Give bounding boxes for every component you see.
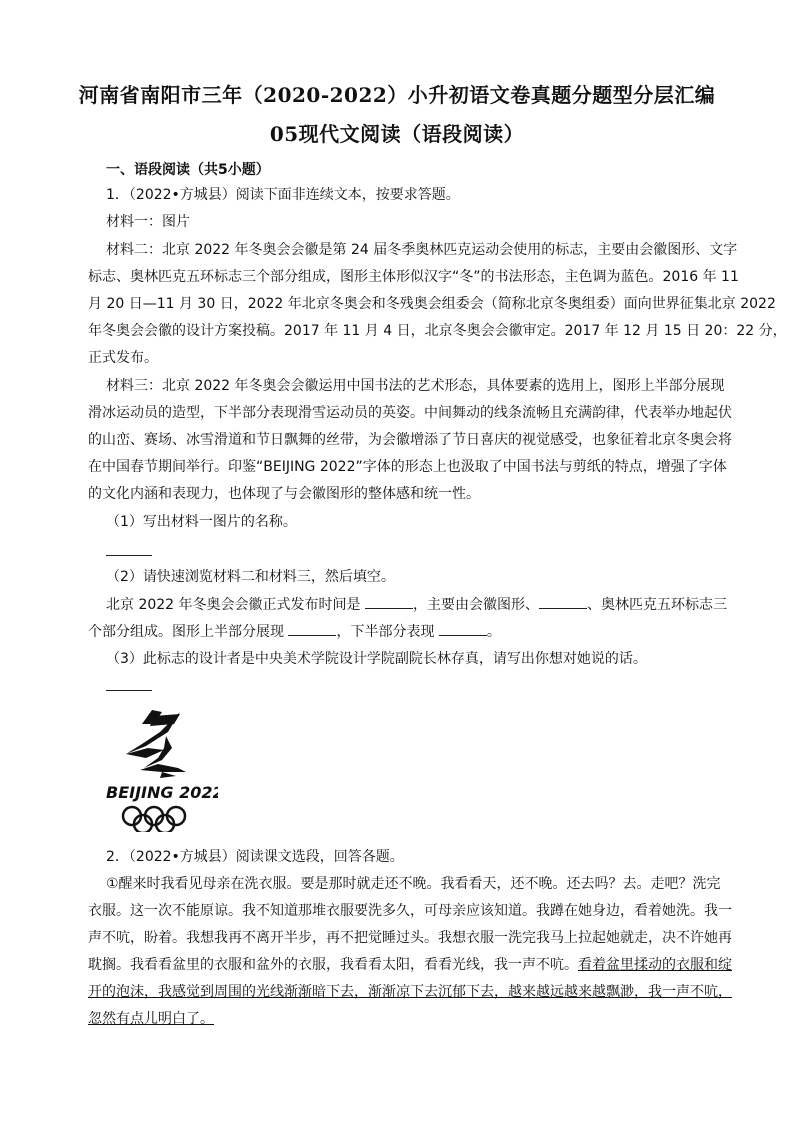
underlined-sentence: 开的泡沫，我感觉到周围的光线渐渐暗下去，渐渐凉下去沉郁下去，越来越远越来越飘渺，我一声不吭， (88, 984, 732, 1000)
q1-material3-line: 材料三：北京 2022 年冬奥会会徽运用中国书法的艺术形态，具体要素的选用上，图形上半部分展现 (106, 378, 725, 394)
q1-subquestion-2: （2）请快速浏览材料二和材料三，然后填空。 (106, 569, 395, 585)
fill-text: ，下半部分表现 (336, 624, 439, 640)
q1-material2-line: 年冬奥会会徽的设计方案投稿。2017 年 11 月 4 日，北京冬奥会会徽审定。2017 年 12 月 15 日 20：22 分， (88, 323, 787, 339)
q2-passage-line: ①醒来时我看见母亲在洗衣服。要是那时就走还不晚。我看看天，还不晚。还去吗？去。走吧？洗完 (106, 876, 721, 892)
fill-text: ，主要由会徽图形、 (412, 597, 539, 613)
fill-blank[interactable] (288, 623, 336, 636)
section-heading: 一、语段阅读（共5小题） (106, 162, 270, 178)
passage-text: 耽搁。我看看盆里的衣服和盆外的衣服，我看看太阳，看看光线，我一声不吭。 (88, 957, 578, 973)
fill-text: 北京 2022 年冬奥会会徽正式发布时间是 (106, 597, 365, 613)
document-title: 河南省南阳市三年（2020-2022）小升初语文卷真题分题型分层汇编 (78, 83, 716, 107)
emblem-text: BEIJING 2022 (106, 783, 218, 802)
q1-intro: 1．（2022•方城县）阅读下面非连续文本，按要求答题。 (106, 187, 460, 203)
q1-material3-line: 的山峦、赛场、冰雪滑道和节日飘舞的丝带，为会徽增添了节日喜庆的视觉感受，也象征着北京冬奥会将 (88, 432, 732, 448)
q1-material2-line: 标志、奥林匹克五环标志三个部分组成，图形主体形似汉字“冬”的书法形态，主色调为蓝色。2016 年 11 (88, 269, 739, 285)
q2-intro: 2．（2022•方城县）阅读课文选段，回答各题。 (106, 849, 404, 865)
answer-blank-3[interactable] (106, 690, 152, 691)
document-subtitle: 05现代文阅读（语段阅读） (269, 122, 525, 146)
q2-passage-line: 声不吭，盼着。我想我再不离开半步，再不把觉睡过头。我想衣服一洗完我马上拉起她就走，决不许她再 (88, 930, 732, 946)
q1-material2-line: 月 20 日—11 月 30 日，2022 年北京冬奥会和冬残奥会组委会（简称北京冬奥组委）面向世界征集北京 2022 (88, 296, 776, 312)
fill-text: 个部分组成。图形上半部分展现 (88, 624, 289, 640)
q1-fill-line-2 (88, 623, 702, 642)
fill-text: 。 (486, 624, 501, 640)
underlined-sentence: 看着盆里揉动的衣服和绽 (578, 957, 732, 973)
beijing-2022-emblem-image (102, 702, 218, 832)
fill-blank[interactable] (539, 596, 587, 609)
q1-material3-line: 在中国春节期间举行。印鉴“BEIJING 2022”字体的形态上也汲取了中国书法与剪纸的特点，增强了字体 (88, 459, 727, 475)
q1-material3-line: 的文化内涵和表现力，也体现了与会徽图形的整体感和统一性。 (88, 486, 480, 502)
q2-passage-line (88, 956, 732, 975)
q1-subquestion-1: （1）写出材料一图片的名称。 (106, 514, 297, 530)
q1-subquestion-3: （3）此标志的设计者是中央美术学院设计学院副院长林存真，请写出你想对她说的话。 (106, 651, 647, 667)
q1-material3-line: 滑冰运动员的造型，下半部分表现滑雪运动员的英姿。中间舞动的线条流畅且充满韵律，代表举办地起伏 (88, 405, 732, 421)
fill-text: 、奥林匹克五环标志三 (586, 597, 727, 613)
q1-material1: 材料一：图片 (106, 214, 190, 230)
q2-passage-line: 衣服。这一次不能原谅。我不知道那堆衣服要洗多久，可母亲应该知道。我蹲在她身边，看着她洗。我一 (88, 903, 732, 919)
answer-blank-1[interactable] (106, 555, 152, 556)
q1-material2-line: 材料二：北京 2022 年冬奥会会徽是第 24 届冬季奥林匹克运动会使用的标志，主要由会徽图形、文字 (106, 242, 738, 258)
fill-blank[interactable] (439, 623, 487, 636)
q1-fill-line-1 (106, 596, 727, 615)
fill-blank[interactable] (365, 596, 413, 609)
q1-material2-line: 正式发布。 (88, 350, 158, 366)
underlined-sentence: 忽然有点儿明白了。 (88, 1011, 214, 1027)
winter-olympics-emblem-icon (102, 702, 218, 832)
